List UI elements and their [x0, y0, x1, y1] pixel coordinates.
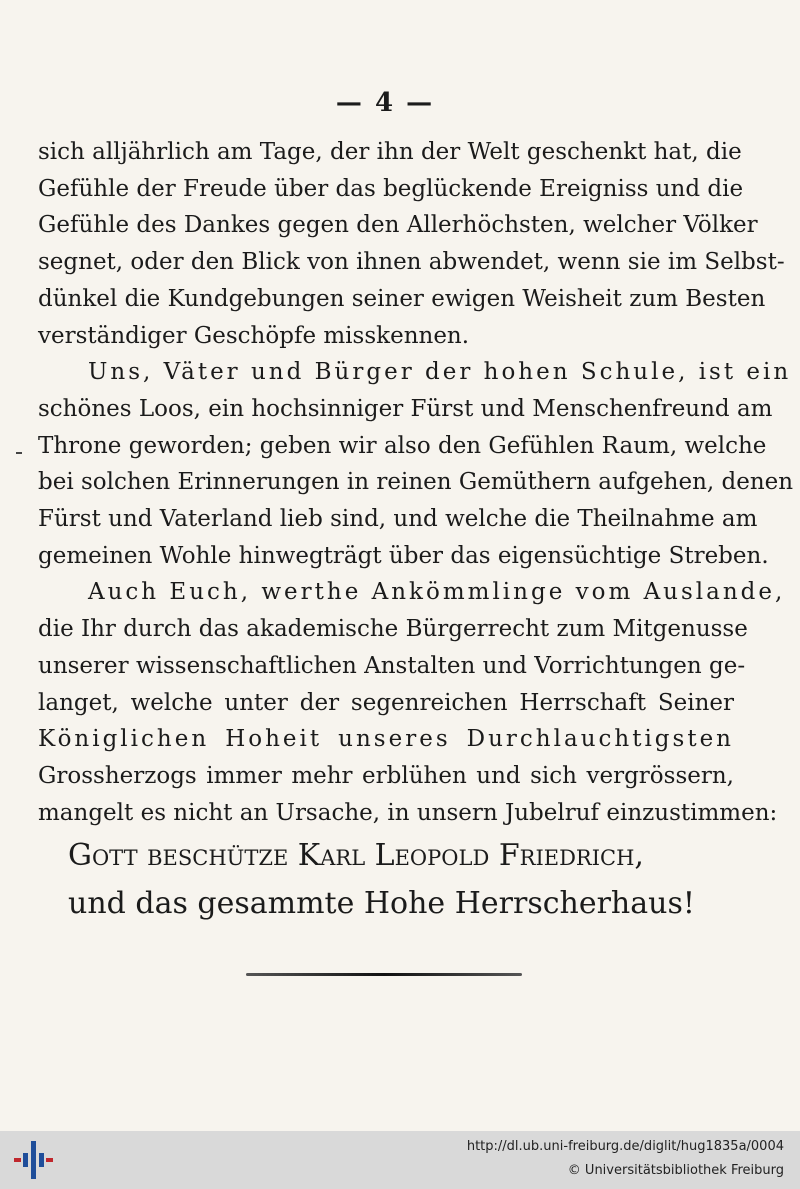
text-line: Gefühle der Freude über das beglückende Ereigniss und die — [38, 175, 744, 202]
text-line: Throne geworden; geben wir also den Gefühlen Raum, welche — [38, 432, 767, 459]
source-url-link[interactable]: http://dl.ub.uni-freiburg.de/diglit/hug1835a/0004 — [466, 1139, 784, 1154]
text-line: Königlichen Hoheit unseres Durchlauchtigsten — [38, 726, 734, 753]
text-line: die Ihr durch das akademische Bürgerrecht zum Mitgenusse — [38, 616, 748, 643]
text-line: langet, welche unter der segenreichen Herrschaft Seiner — [38, 689, 734, 716]
text-line: schönes Loos, ein hochsinniger Fürst und Menschenfreund am — [38, 395, 773, 422]
paragraph-2 — [38, 354, 794, 574]
text-line: Fürst und Vaterland lieb sind, und welche die Theilnahme am — [38, 506, 758, 533]
body-text — [38, 134, 794, 831]
closing-acclamation — [68, 832, 708, 928]
page-number: — 4 — — [335, 88, 435, 118]
copyright-notice: © Universitätsbibliothek Freiburg — [567, 1163, 784, 1178]
text-line: Gefühle des Dankes gegen den Allerhöchsten, welcher Völker — [38, 212, 758, 239]
text-line: verständiger Geschöpfe misskennen. — [38, 322, 470, 349]
closing-rule — [246, 973, 522, 976]
text-line: dünkel die Kundgebungen seiner ewigen Weisheit zum Besten — [38, 285, 766, 312]
text-line: gemeinen Wohle hinwegträgt über das eigensüchtige Streben. — [38, 542, 769, 569]
library-logo-icon — [12, 1139, 54, 1181]
text-line: bei solchen Erinnerungen in reinen Gemüthern aufgehen, denen — [38, 469, 794, 496]
text-line: unserer wissenschaftlichen Anstalten und Vorrichtungen ge- — [38, 652, 746, 679]
footer-bar — [0, 1131, 800, 1189]
text-line: segnet, oder den Blick von ihnen abwendet, wenn sie im Selbst- — [38, 249, 785, 276]
closing-line: Gott beschütze Karl Leopold Friedrich, — [68, 838, 644, 873]
text-line: Uns, Väter und Bürger der hohen Schule, ist ein — [88, 359, 792, 386]
paragraph-3 — [38, 574, 786, 831]
text-line: sich alljährlich am Tage, der ihn der Welt geschenkt hat, die — [38, 139, 742, 165]
text-line: mangelt es nicht an Ursache, in unsern Jubelruf einzustimmen: — [38, 799, 778, 826]
text-line: Auch Euch, werthe Ankömmlinge vom Auslande, — [88, 579, 786, 606]
closing-line: und das gesammte Hohe Herrscherhaus! — [68, 886, 695, 921]
paragraph-1 — [38, 134, 785, 354]
margin-mark — [16, 452, 22, 454]
text-line: Grossherzogs immer mehr erblühen und sich vergrössern, — [38, 762, 734, 789]
